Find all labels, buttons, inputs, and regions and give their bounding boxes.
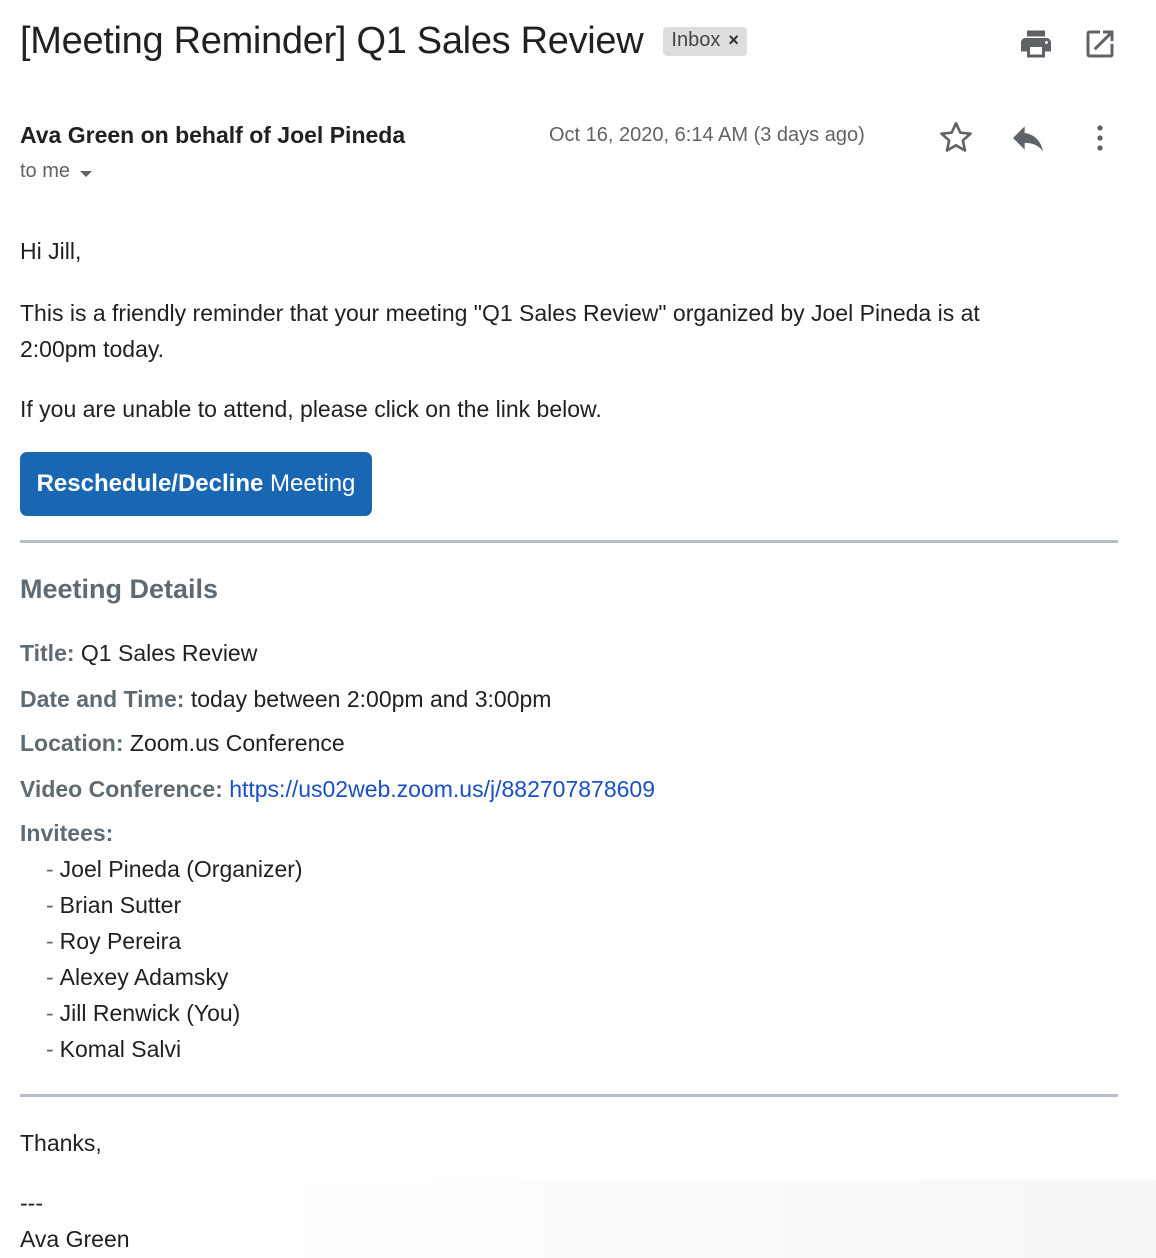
invitees-label: Invitees: (20, 820, 114, 846)
invitee-item (46, 928, 181, 955)
detail-video-conference (20, 776, 655, 803)
email-subject: [Meeting Reminder] Q1 Sales Review (20, 20, 644, 62)
button-bold-text: Reschedule/Decline (36, 470, 264, 497)
remove-label-icon[interactable]: × (728, 30, 739, 50)
greeting: Hi Jill, (20, 238, 82, 264)
sender-name: Ava Green on behalf of Joel Pineda (20, 122, 406, 148)
reminder-line-2: 2:00pm today. (20, 336, 165, 362)
button-rest-text: Meeting (263, 470, 356, 497)
open-in-new-window-icon[interactable] (1082, 26, 1118, 62)
email-date: Oct 16, 2020, 6:14 AM (3 days ago) (549, 124, 865, 146)
detail-location (20, 730, 345, 757)
subject-row (20, 20, 747, 63)
inbox-label-chip[interactable] (663, 27, 746, 56)
signature-name: Ava Green (20, 1226, 130, 1252)
closing-thanks: Thanks, (20, 1130, 102, 1156)
print-icon[interactable] (1018, 26, 1054, 62)
invitee-item (46, 1000, 240, 1027)
invitee-item (46, 856, 303, 883)
title-value: Q1 Sales Review (74, 640, 258, 666)
star-icon[interactable] (936, 118, 976, 158)
invitee-item (46, 1036, 181, 1063)
reminder-line-1: This is a friendly reminder that your meeting "Q1 Sales Review" organized by Joel Pineda is at (20, 300, 980, 326)
invitee-dash: - (46, 1036, 54, 1062)
label-text: Inbox (671, 29, 721, 51)
attend-instruction: If you are unable to attend, please click on the link below. (20, 396, 602, 422)
more-vert-icon[interactable] (1080, 118, 1120, 158)
recipient-text: to me (20, 160, 71, 182)
dropdown-caret-icon[interactable] (80, 171, 92, 177)
invitee-dash: - (46, 892, 54, 918)
location-value: Zoom.us Conference (123, 730, 345, 756)
recipient-details-toggle[interactable] (20, 160, 92, 183)
invitee-name: Jill Renwick (You) (59, 1000, 241, 1026)
detail-title (20, 640, 257, 667)
bottom-fade-overlay (250, 1180, 1156, 1258)
datetime-label: Date and Time: (20, 686, 185, 712)
zoom-meeting-link[interactable]: https://us02web.zoom.us/j/882707878609 (229, 776, 655, 802)
divider-top (20, 540, 1118, 543)
invitee-dash: - (46, 1000, 54, 1026)
detail-datetime (20, 686, 551, 713)
detail-invitees (20, 820, 113, 847)
title-label: Title: (20, 640, 75, 666)
invitee-name: Joel Pineda (Organizer) (59, 856, 303, 882)
invitee-item (46, 964, 228, 991)
invitee-name: Brian Sutter (59, 892, 182, 918)
invitee-name: Alexey Adamsky (59, 964, 229, 990)
invitee-item (46, 892, 181, 919)
reschedule-decline-button[interactable] (20, 452, 372, 516)
video-label: Video Conference: (20, 776, 223, 802)
datetime-value: today between 2:00pm and 3:00pm (184, 686, 552, 712)
invitee-dash: - (46, 928, 54, 954)
divider-bottom (20, 1094, 1118, 1097)
invitee-name: Komal Salvi (59, 1036, 182, 1062)
invitee-dash: - (46, 856, 54, 882)
location-label: Location: (20, 730, 124, 756)
invitee-name: Roy Pereira (59, 928, 182, 954)
reply-icon[interactable] (1008, 118, 1048, 158)
signature-separator: --- (20, 1190, 43, 1216)
invitee-dash: - (46, 964, 54, 990)
meeting-details-heading: Meeting Details (20, 574, 219, 604)
